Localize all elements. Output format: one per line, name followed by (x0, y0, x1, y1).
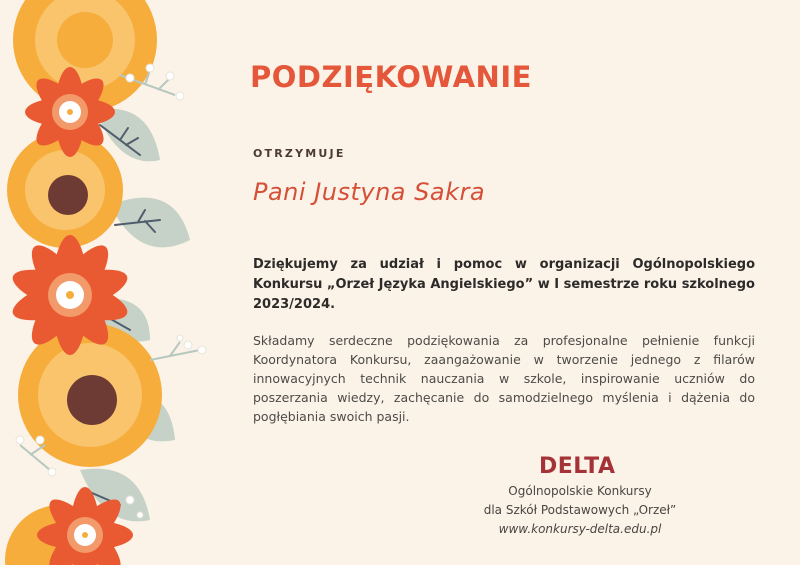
receives-label: OTRZYMUJE (253, 147, 346, 160)
organizer-line-2: dla Szkół Podstawowych „Orzeł” (483, 503, 677, 517)
body-paragraph: Składamy serdeczne podziękowania za profesjonalne pełnienie funkcji Koordynatora Konkursu, zaangażowanie w tworzenie jednego z filarów innowacyjnych technik nauczania w szkole, inspirowanie uczniów do poszerzania wiedzy, zachęcanie do samodzielnego myślenia i dążenia do pogłębiania swoich pasji. (253, 333, 755, 424)
recipient-name: Pani Justyna Sakra (253, 178, 486, 206)
floral-decoration (0, 0, 250, 565)
organizer-line-1: Ogólnopolskie Konkursy (508, 484, 652, 498)
organizer-website: www.konkursy-delta.edu.pl (498, 522, 662, 536)
thanks-paragraph: Dziękujemy za udział i pomoc w organizacji Ogólnopolskiego Konkursu „Orzeł Języka Angielskiego” w I semestrze roku szkolnego 2023/2024. (253, 257, 755, 312)
delta-logo: DELTA (539, 454, 616, 479)
certificate-title: PODZIĘKOWANIE (250, 60, 532, 94)
